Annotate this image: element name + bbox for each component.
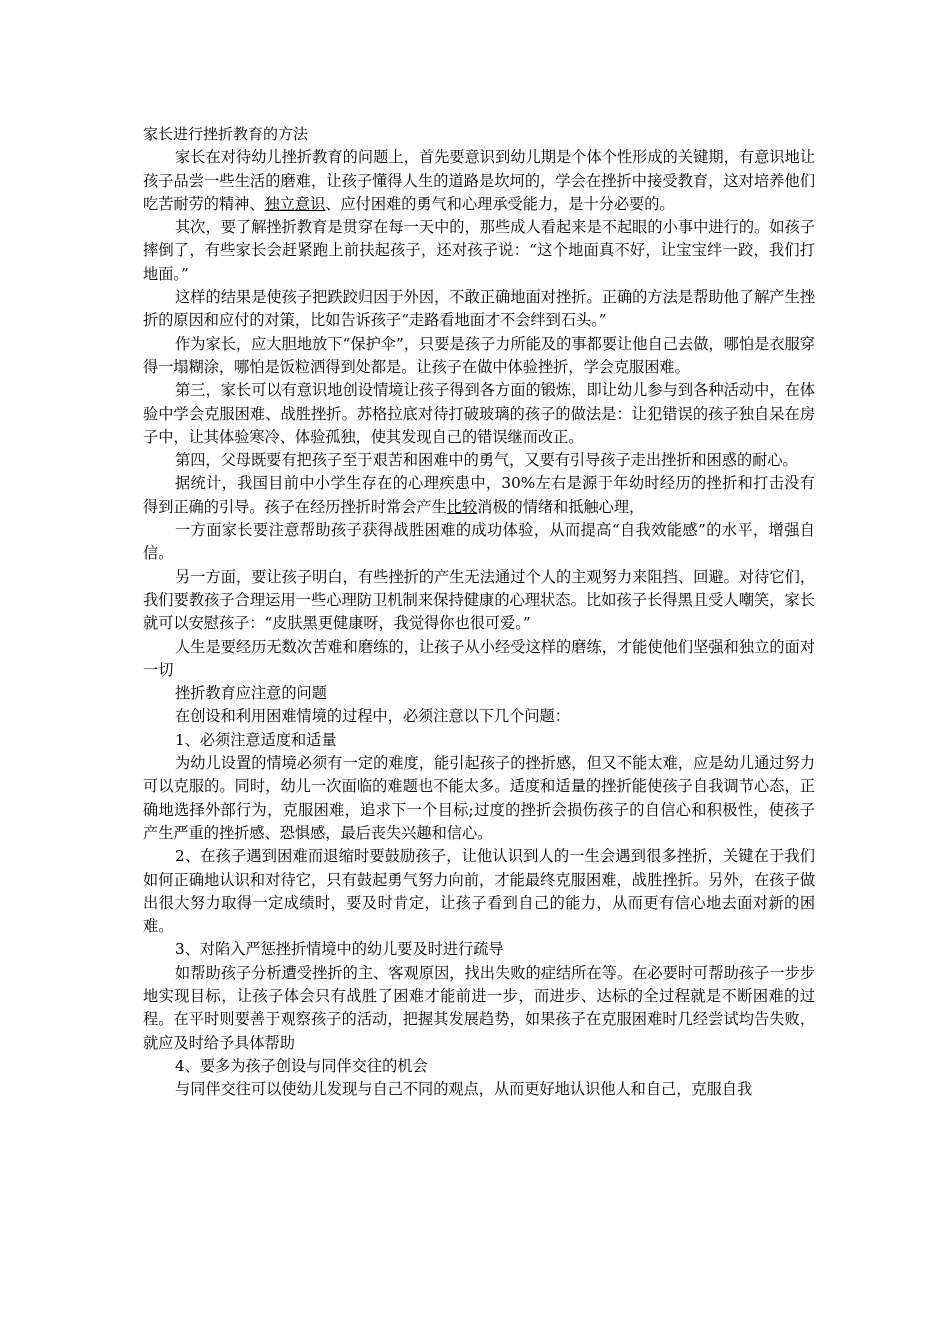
paragraph-2: 其次，要了解挫折教育是贯穿在每一天中的，那些成人看起来是不起眼的小事中进行的。如孩子摔倒了，有些家长会赶紧跑上前扶起孩子，还对孩子说：“这个地面真不好，让宝宝绊一跤，我们打地面。” — [143, 218, 815, 283]
point-3-heading: 3、对陷入严惩挫折情境中的幼儿要及时进行疏导 — [175, 940, 504, 959]
paragraph-3: 这样的结果是使孩子把跌跤归因于外因，不敢正确地面对挫折。正确的方法是帮助他了解产生挫折的原因和应付的对策，比如告诉孩子“走路看地面才不会绊到石头。” — [143, 288, 815, 330]
paragraph-7 — [143, 472, 815, 519]
paragraph-5: 第三，家长可以有意识地创设情境让孩子得到各方面的锻炼，即让幼儿参与到各种活动中，在体验中学会克服困难、战胜挫折。苏格拉底对待打破玻璃的孩子的做法是：让犯错误的孩子独自呆在房子中，让其体验寒冷、体验孤独，使其发现自己的错误继而改正。 — [143, 381, 815, 446]
point-3-body: 如帮助孩子分析遭受挫折的主、客观原因，找出失败的症结所在等。在必要时可帮助孩子一步步地实现目标，让孩子体会只有战胜了困难才能前进一步，而进步、达标的全过程就是不断困难的过程。在平时则要善于观察孩子的活动，把握其发展趋势，如果孩子在克服困难时几经尝试均告失败，就应及时给予具体帮助 — [143, 963, 815, 1052]
paragraph-9: 另一方面，要让孩子明白，有些挫折的产生无法通过个人的主观努力来阻挡、回避。对待它们，我们要教孩子合理运用一些心理防卫机制来保持健康的心理状态。比如孩子长得黑且受人嘲笑，家长就可以安慰孩子：“皮肤黑更健康呀，我觉得你也很可爱。” — [143, 567, 815, 633]
paragraph-1-text-after: 、应付困难的勇气和心理承受能力，是十分必要的。 — [325, 194, 675, 213]
underlined-term-independent-awareness: 独立意识 — [264, 194, 326, 213]
paragraph-4: 作为家长，应大胆地放下“保护伞”，只要是孩子力所能及的事都要让他自己去做，哪怕是衣服穿得一塌糊涂，哪怕是饭粒洒得到处都是。让孩子在做中体验挫折，学会克服困难。 — [143, 334, 815, 376]
paragraph-7-text-before: 据统计，我国目前中小学生存在的心理疾患中，30%左右是源于年幼时经历的挫折和打击没有得到正确的引导。孩子在经历挫折时常会产生 — [143, 474, 815, 516]
paragraph-1-text-before: 家长在对待幼儿挫折教育的问题上，首先要意识到幼儿期是个体个性形成的关键期，有意识地让孩子品尝一些生活的磨难，让孩子懂得人生的道路是坎坷的，学会在挫折中接受教育，这对培养他们吃苦耐劳的精神、 — [143, 148, 815, 213]
paragraph-6: 第四，父母既要有把孩子至于艰苦和困难中的勇气，又要有引导孩子走出挫折和困惑的耐心。 — [175, 451, 798, 470]
paragraph-7-text-after: 消极的情绪和抵触心理， — [477, 497, 645, 516]
point-4-heading: 4、要多为孩子创设与同伴交往的机会 — [175, 1056, 428, 1075]
underlined-term-comparison: 比较 — [446, 497, 478, 516]
point-1-heading: 1、必须注意适度和适量 — [175, 730, 337, 749]
document-page — [143, 123, 815, 1101]
point-4-body: 与同伴交往可以使幼儿发现与自己不同的观点，从而更好地认识他人和自己，克服自我 — [175, 1080, 753, 1099]
paragraph-intro: 在创设和利用困难情境的过程中，必须注意以下几个问题： — [175, 707, 570, 726]
paragraph-10: 人生是要经历无数次苦难和磨练的，让孩子从小经受这样的磨练，才能使他们坚强和独立的面对一切 — [143, 637, 815, 679]
point-1-body: 为幼儿设置的情境必须有一定的难度，能引起孩子的挫折感，但又不能太难，应是幼儿通过努力可以克服的。同时，幼儿一次面临的难题也不能太多。适度和适量的挫折能使孩子自我调节心态，正确地选择外部行为，克服困难，追求下一个目标;过度的挫折会损伤孩子的自信心和积极性，使孩子产生严重的挫折感、恐惧感，最后丧失兴趣和信心。 — [143, 754, 815, 842]
paragraph-1 — [143, 146, 815, 216]
point-2-body: 2、在孩子遇到困难而退缩时要鼓励孩子，让他认识到人的一生会遇到很多挫折，关键在于我们如何正确地认识和对待它，只有鼓起勇气努力向前，才能最终克服困难，战胜挫折。另外，在孩子做出很大努力取得一定成绩时，要及时肯定，让孩子看到自己的能力，从而更有信心地去面对新的困难。 — [143, 847, 815, 936]
document-title: 家长进行挫折教育的方法 — [143, 125, 309, 143]
paragraph-8: 一方面家长要注意帮助孩子获得战胜困难的成功体验，从而提高“自我效能感”的水平，增强自信。 — [143, 521, 815, 563]
section-heading: 挫折教育应注意的问题 — [175, 684, 327, 703]
